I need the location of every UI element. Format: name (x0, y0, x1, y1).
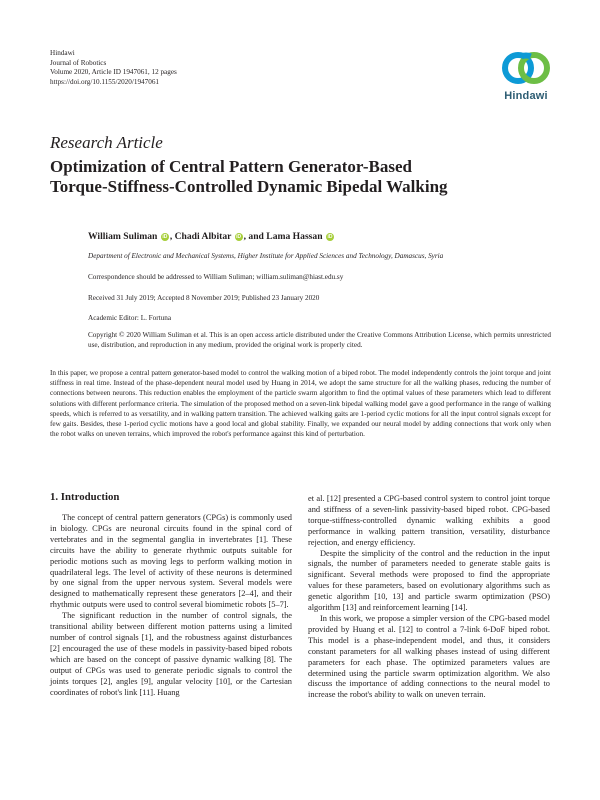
orcid-icon[interactable]: iD (162, 234, 168, 240)
body-paragraph: In this work, we propose a simpler version of the CPG-based model provided by Huang et al. [12] to control a 7-link 6-DoF biped robot. This model is a phase-independent model, and thus, it considers constant parameters for all walking phases instead of using different parameters for each phase. The optimized parameters values are determined using the particle swarm optimization algorithm. We also discuss the importance of adding connections to the neural model to increase the robot's ability to walk on uneven terrain. (308, 613, 550, 700)
hindawi-logo-icon (494, 46, 558, 90)
body-paragraph: et al. [12] presented a CPG-based control system to control joint torque and stiffness of a seven-link passivity-based biped robot. CPG-based torque-stiffness-controlled dynamic walking exhibits a good performance in walking pattern transition, versatility, disturbance rejection, and energy efficiency. (308, 494, 550, 547)
body-column-left (50, 490, 292, 698)
author-separator: , (169, 231, 175, 242)
journal-name: Journal of Robotics (50, 58, 107, 67)
body-paragraph: The significant reduction in the number of control signals, the transitional ability between different motion patterns using a limited number of control signals [1], and the robustness against disturbances [2] encouraged the use of these models in passivity-based biped robots which are based on the concept of passive dynamic walking [8]. The output of CPGs was used to generate periodic signals to control the joints torques [2], angles [9], angular velocity [10], or the Cartesian coordinates of robot's link [11]. Huang (50, 611, 292, 697)
academic-editor: Academic Editor: L. Fortuna (88, 314, 172, 322)
publication-dates: Received 31 July 2019; Accepted 8 November 2019; Published 23 January 2020 (88, 294, 320, 302)
title-line: Torque-Stiffness-Controlled Dynamic Bipedal Walking (50, 177, 448, 196)
body-paragraph: Despite the simplicity of the control and the reduction in the input signals, the number of parameters needed to generate stable gaits is significant. Several methods were proposed to find the appropriate values for these parameters, based on evolutionary algorithms such as genetic algorithm [10, 13] and particle swarm optimization (PSO) algorithm [13] and reinforcement learning [14]. (308, 548, 550, 613)
journal-metadata (50, 49, 177, 87)
volume-info: Volume 2020, Article ID 1947061, 12 pages (50, 68, 177, 77)
affiliation: Department of Electronic and Mechanical Systems, Higher Institute for Applied Sciences and Technology, Damascus, Syria (88, 252, 444, 260)
doi-link[interactable]: https://doi.org/10.1155/2020/1947061 (50, 77, 160, 86)
orcid-icon[interactable]: iD (327, 234, 333, 240)
publisher-name: Hindawi (50, 49, 75, 57)
title-line: Optimization of Central Pattern Generator-Based (50, 157, 412, 176)
section-heading: 1. Introduction (50, 491, 120, 503)
hindawi-logo (494, 46, 558, 104)
copyright-license: Copyright © 2020 William Suliman et al. This is an open access article distributed under the Creative Commons Attribution License, which permits unrestricted use, distribution, and reproduction in any medium, provided the original work is properly cited. (88, 331, 551, 350)
author-list (88, 231, 335, 242)
body-column-right (308, 494, 550, 701)
article-type: Research Article (50, 133, 163, 152)
author-name[interactable]: William Suliman (88, 231, 158, 242)
body-paragraph: The concept of central pattern generators (CPGs) is commonly used in biology. CPGs are neuronal circuits found in the spinal cord of vertebrates and in the segmental ganglia in invertebrates [1]. These circuits have the ability to generate rhythmic outputs suitable for periodic motions such as moving legs to perform walking motion in quadrilateral legs. The level of activity of these neurons is determined by one signal from the upper nervous system. Several models were designed to mathematically represent these generators [2–4], and their rhythmic outputs were used to control several biomimetic robots [5–7]. (50, 513, 292, 610)
author-name[interactable]: Lama Hassan (266, 231, 323, 242)
author-separator: , and (243, 231, 267, 242)
orcid-icon[interactable]: iD (236, 234, 242, 240)
abstract: In this paper, we propose a central pattern generator-based model to control the walking motion of a biped robot. The model independently controls the joint torque and joint stiffness in real time. Instead of the phase-dependent neural model used by Huang in 2014, we adopt the same structure for all the walking phases, reducing the number of connections between neurons. This reduction enables the employment of the particle swarm algorithm to find the optimal values of these parameters which lead to different solutions with different performance criteria. The simulation of the proposed method on a seven-link bipedal walking model gave a good performance in the range of walking speeds, which is referred to as versatility, and in walking pattern transition. The achieved walking gaits are 1-period cyclic motions for all the input control signals except for few gaits. Besides, these 1-period cyclic motions have a good local and global stability. Finally, we expanded our neural model by adding connections that work only when the robot walks on uneven terrains, which improved the robot's performance against this kind of perturbation. (50, 369, 551, 439)
author-name[interactable]: Chadi Albitar (174, 231, 232, 242)
paper-title (50, 157, 550, 197)
logo-text: Hindawi (504, 90, 548, 102)
correspondence: Correspondence should be addressed to William Suliman; william.suliman@hiast.edu.sy (88, 273, 344, 281)
